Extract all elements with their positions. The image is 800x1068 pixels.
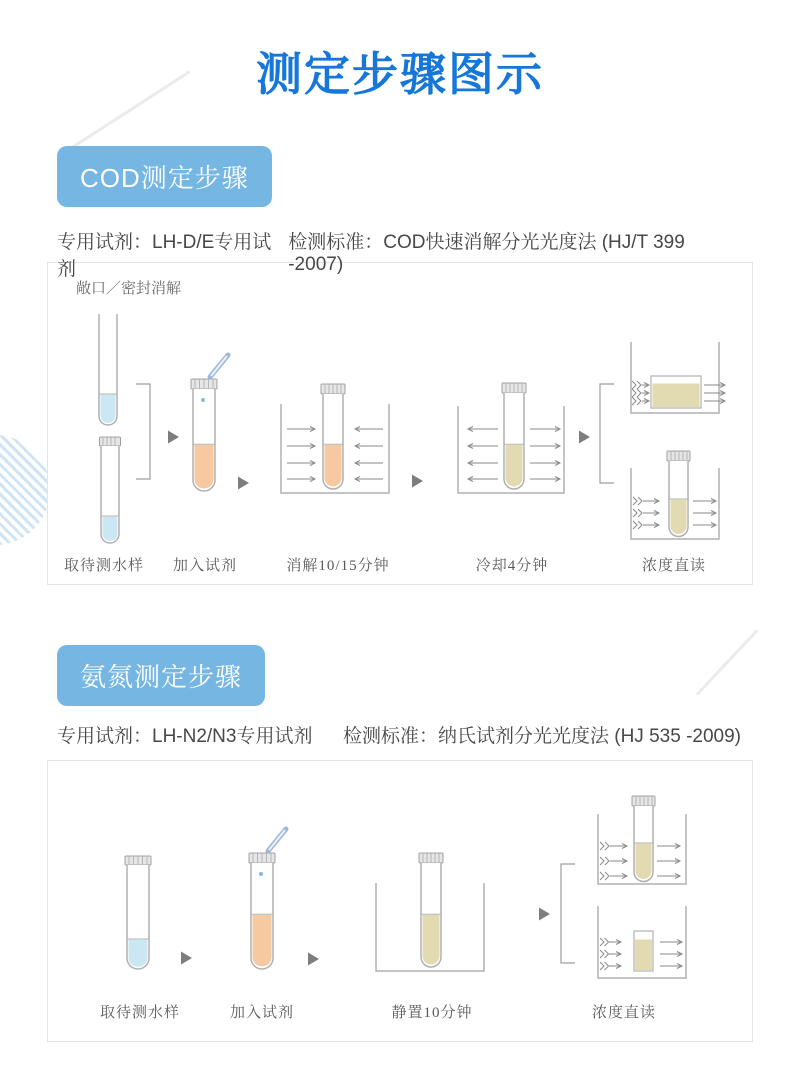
step-label: 加入试剂	[229, 1005, 295, 1021]
page-title: 测定步骤图示	[256, 48, 544, 100]
cuvette-icon	[634, 931, 653, 971]
grouping-bracket	[561, 864, 575, 963]
step-arrow-icon	[539, 908, 550, 921]
cod-standard-label: 检测标准：COD快速消解分光光度法 (HJ/T 399 -2007)	[288, 232, 685, 275]
cod-diagram-graphic	[48, 263, 752, 584]
grouping-bracket	[600, 384, 614, 483]
nh3-diagram-panel	[47, 760, 753, 1042]
sample-tube-capped-icon	[100, 437, 121, 543]
nh3-section-badge: 氨氮测定步骤	[57, 645, 265, 706]
step-label: 加入试剂	[172, 558, 238, 574]
nh3-standard-label: 检测标准：纳氏试剂分光光度法 (HJ 535 -2009)	[342, 726, 741, 747]
digestion-mode-note: 敞口／密封消解	[76, 280, 182, 297]
nh3-diagram-graphic	[48, 761, 752, 1041]
cuvette-icon	[651, 376, 701, 408]
cod-meta-row	[57, 227, 741, 281]
step-arrow-icon	[168, 431, 179, 444]
step-label: 冷却4分钟	[475, 558, 549, 574]
step-label: 浓度直读	[641, 558, 707, 574]
reagent-tube-icon	[191, 379, 217, 491]
diagonal-line-decoration	[696, 629, 758, 695]
step-label: 取待测水样	[63, 558, 145, 574]
step-arrow-icon	[308, 953, 319, 966]
step-label: 浓度直读	[591, 1005, 657, 1021]
pipette-icon	[268, 829, 286, 851]
stripe-circle-decoration	[0, 435, 50, 545]
step-label: 消解10/15分钟	[286, 558, 390, 574]
pipette-icon	[210, 355, 228, 377]
grouping-bracket	[136, 384, 150, 479]
step-arrow-icon	[579, 431, 590, 444]
step-label: 静置10分钟	[391, 1005, 473, 1021]
step-arrow-icon	[238, 477, 249, 490]
step-arrow-icon	[181, 952, 192, 965]
cooling-tube-icon	[502, 383, 526, 489]
settling-tube-icon	[419, 853, 443, 967]
reagent-tube-icon	[249, 853, 275, 969]
sample-tube-capped-icon	[125, 856, 151, 969]
sample-tube-open-icon	[99, 314, 117, 425]
cod-diagram-panel	[47, 262, 753, 585]
step-arrow-icon	[412, 475, 423, 488]
nh3-meta-row	[57, 721, 741, 748]
cod-reagent-label: 专用试剂：LH-D/E专用试剂	[57, 232, 272, 280]
cod-section-badge: COD测定步骤	[57, 146, 272, 207]
reading-tube-icon	[667, 451, 690, 537]
step-label: 取待测水样	[99, 1005, 181, 1021]
nh3-reagent-label: 专用试剂：LH-N2/N3专用试剂	[57, 726, 313, 747]
reading-tube-icon	[632, 796, 655, 882]
digestion-tube-icon	[321, 384, 345, 489]
